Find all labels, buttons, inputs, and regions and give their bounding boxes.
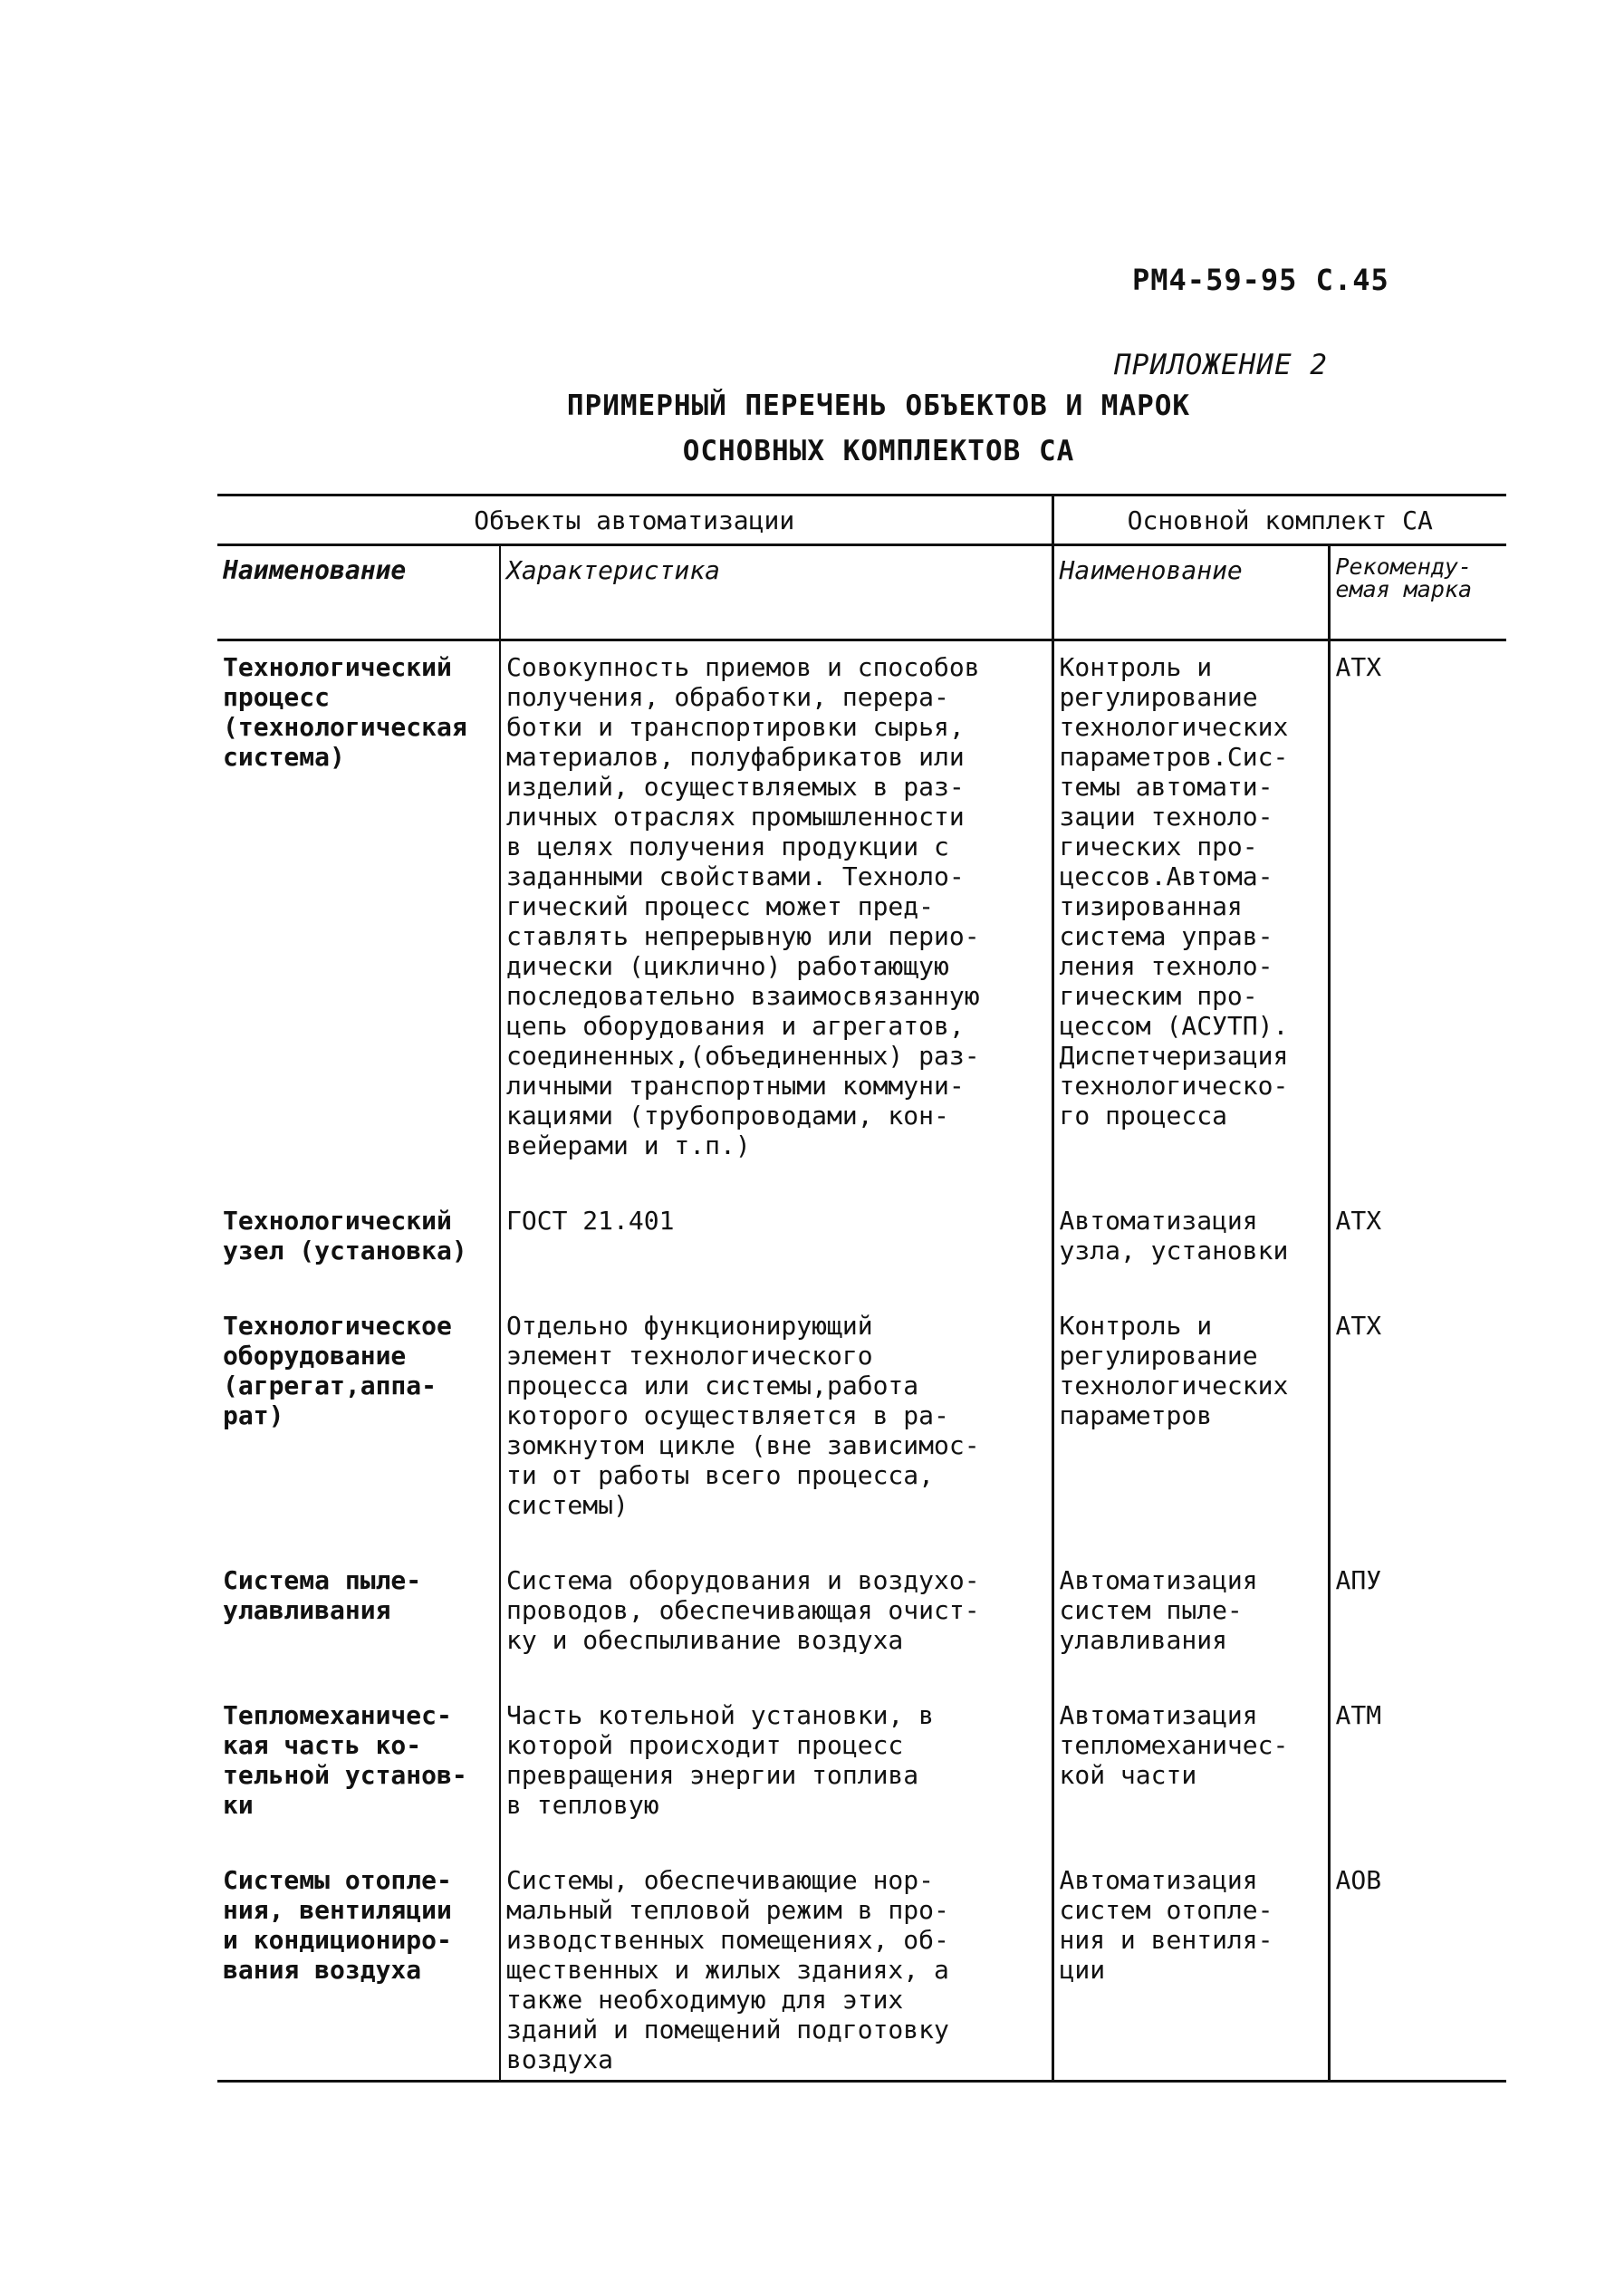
object-name-cell bbox=[217, 1688, 500, 1852]
cell-text-line: го процесса bbox=[1059, 1101, 1227, 1130]
cell-text-line: ления техноло- bbox=[1059, 951, 1273, 981]
cell-text-line: Тепломеханичес- bbox=[223, 1700, 452, 1730]
cell-text-line: Автоматизация bbox=[1059, 1206, 1258, 1236]
cell-text-line: Автоматизация bbox=[1059, 1865, 1258, 1895]
object-name-cell bbox=[217, 1298, 500, 1553]
cell-text-line: Система оборудования и воздухо- bbox=[506, 1565, 980, 1595]
cell-text-line: система) bbox=[223, 742, 345, 772]
cell-text-line: гический процесс может пред- bbox=[506, 891, 935, 921]
cell-text-line: личных отраслях промышленности bbox=[506, 802, 965, 832]
cell-text-line: заданными свойствами. Техноло- bbox=[506, 861, 965, 891]
cell-text-line: зации техноло- bbox=[1059, 802, 1273, 832]
cell-text-line: мальный тепловой режим в про- bbox=[506, 1895, 949, 1925]
table-row bbox=[217, 1688, 1506, 1852]
kit-name-cell bbox=[1052, 1298, 1329, 1553]
cell-text-line: ния и вентиля- bbox=[1059, 1925, 1273, 1955]
cell-text-line: ставлять непрерывную или перио- bbox=[506, 921, 980, 951]
table-row bbox=[217, 640, 1506, 1194]
cell-text-line: в тепловую bbox=[506, 1790, 659, 1820]
cell-text-line: Автоматизация bbox=[1059, 1565, 1258, 1595]
cell-text-line: Отдельно функционирующий bbox=[506, 1311, 873, 1341]
cell-text-line: изделий, осуществляемых в раз- bbox=[506, 772, 965, 802]
cell-text-line: процесс bbox=[223, 682, 331, 712]
cell-text-line: цепь оборудования и агрегатов, bbox=[506, 1011, 965, 1041]
appendix-label: ПРИЛОЖЕНИЕ 2 bbox=[1114, 349, 1328, 381]
cell-text-line: цессов.Автома- bbox=[1059, 861, 1273, 891]
cell-text-line: технологическо- bbox=[1059, 1071, 1289, 1101]
characteristic-cell bbox=[500, 1553, 1052, 1688]
cell-text-line: Технологическое bbox=[223, 1311, 452, 1341]
cell-text-line: тельной установ- bbox=[223, 1760, 467, 1790]
cell-text-line: Контроль и bbox=[1059, 652, 1213, 682]
kit-name-cell bbox=[1052, 1193, 1329, 1298]
cell-text-line: гическим про- bbox=[1059, 981, 1258, 1011]
column-header-characteristic: Характеристика bbox=[500, 545, 1052, 640]
cell-text-line: соединенных,(объединенных) раз- bbox=[506, 1041, 980, 1071]
cell-text-line: в целях получения продукции с bbox=[506, 832, 949, 861]
cell-text-line: Технологический bbox=[223, 1206, 452, 1236]
cell-text-line: тизированная bbox=[1059, 891, 1243, 921]
column-header-kit-name: Наименование bbox=[1052, 545, 1329, 640]
object-name-cell bbox=[217, 640, 500, 1194]
cell-text-line: улавливания bbox=[1059, 1625, 1227, 1655]
characteristic-cell bbox=[500, 640, 1052, 1194]
cell-text-line: улавливания bbox=[223, 1595, 391, 1625]
cell-text-line: узел (установка) bbox=[223, 1236, 467, 1265]
cell-text-line: узла, установки bbox=[1059, 1236, 1289, 1265]
cell-text-line: кая часть ко- bbox=[223, 1730, 422, 1760]
cell-text-line: (агрегат,аппа- bbox=[223, 1371, 437, 1400]
cell-text-line: Системы отопле- bbox=[223, 1865, 452, 1895]
cell-text-line: систем отопле- bbox=[1059, 1895, 1273, 1925]
cell-text-line: Технологический bbox=[223, 652, 452, 682]
table-row bbox=[217, 1553, 1506, 1688]
cell-text-line: параметров.Сис- bbox=[1059, 742, 1289, 772]
cell-text-line: дически (циклично) работающую bbox=[506, 951, 949, 981]
cell-text-line: система управ- bbox=[1059, 921, 1273, 951]
cell-text-line: которого осуществляется в ра- bbox=[506, 1400, 949, 1430]
cell-text-line: проводов, обеспечивающая очист- bbox=[506, 1595, 980, 1625]
characteristic-cell bbox=[500, 1298, 1052, 1553]
column-header-object-name: Наименование bbox=[217, 545, 500, 640]
cell-text-line: ку и обеспыливание воздуха bbox=[506, 1625, 904, 1655]
cell-text-line: и кондициониро- bbox=[223, 1925, 452, 1955]
cell-text-line: технологических bbox=[1059, 712, 1289, 742]
recommended-mark-cell: АТМ bbox=[1329, 1688, 1506, 1852]
cell-text-line: ти от работы всего процесса, bbox=[506, 1460, 935, 1490]
recommended-mark-cell: АПУ bbox=[1329, 1553, 1506, 1688]
cell-text-line: ции bbox=[1059, 1955, 1106, 1985]
cell-text-line: вания воздуха bbox=[223, 1955, 422, 1985]
document-title-line-1: ПРИМЕРНЫЙ ПЕРЕЧЕНЬ ОБЪЕКТОВ И МАРОК bbox=[566, 390, 1191, 422]
cell-text-line: ки bbox=[223, 1790, 254, 1820]
recommended-mark-cell: АОВ bbox=[1329, 1852, 1506, 2082]
cell-text-line: ния, вентиляции bbox=[223, 1895, 452, 1925]
cell-text-line: ботки и транспортировки сырья, bbox=[506, 712, 965, 742]
cell-text-line: воздуха bbox=[506, 2044, 614, 2074]
cell-text-line: изводственных помещениях, об- bbox=[506, 1925, 949, 1955]
mark-header-line: Рекоменду- bbox=[1335, 553, 1473, 580]
cell-text-line: Часть котельной установки, в bbox=[506, 1700, 935, 1730]
table-row bbox=[217, 1193, 1506, 1298]
cell-text-line: рат) bbox=[223, 1400, 284, 1430]
object-name-cell bbox=[217, 1852, 500, 2082]
group-header-kit: Основной комплект СА bbox=[1052, 495, 1506, 545]
cell-text-line: тепломеханичес- bbox=[1059, 1730, 1289, 1760]
cell-text-line: зданий и помещений подготовку bbox=[506, 2015, 949, 2044]
table-row bbox=[217, 1852, 1506, 2082]
recommended-mark-cell: АТХ bbox=[1329, 1298, 1506, 1553]
cell-text-line: превращения энергии топлива bbox=[506, 1760, 919, 1790]
objects-and-marks-table bbox=[217, 494, 1506, 2083]
cell-text-line: оборудование bbox=[223, 1341, 407, 1371]
characteristic-cell bbox=[500, 1193, 1052, 1298]
cell-text-line: системы) bbox=[506, 1490, 629, 1520]
cell-text-line: Контроль и bbox=[1059, 1311, 1213, 1341]
cell-text-line: цессом (АСУТП). bbox=[1059, 1011, 1289, 1041]
cell-text-line: темы автомати- bbox=[1059, 772, 1273, 802]
recommended-mark-cell: АТХ bbox=[1329, 640, 1506, 1194]
cell-text-line: гических про- bbox=[1059, 832, 1258, 861]
mark-header-line: емая марка bbox=[1335, 576, 1473, 602]
cell-text-line: Совокупность приемов и способов bbox=[506, 652, 980, 682]
cell-text-line: кой части bbox=[1059, 1760, 1197, 1790]
cell-text-line: Системы, обеспечивающие нор- bbox=[506, 1865, 935, 1895]
cell-text-line: элемент технологического bbox=[506, 1341, 873, 1371]
cell-text-line: процесса или системы,работа bbox=[506, 1371, 919, 1400]
cell-text-line: Система пыле- bbox=[223, 1565, 422, 1595]
cell-text-line: которой происходит процесс bbox=[506, 1730, 904, 1760]
kit-name-cell bbox=[1052, 1688, 1329, 1852]
cell-text-line: материалов, полуфабрикатов или bbox=[506, 742, 965, 772]
cell-text-line: личными транспортными коммуни- bbox=[506, 1071, 965, 1101]
document-title-line-2: ОСНОВНЫХ КОМПЛЕКТОВ СА bbox=[682, 435, 1075, 467]
document-page-reference: РМ4-59-95 С.45 bbox=[1132, 263, 1389, 297]
cell-text-line: параметров bbox=[1059, 1400, 1213, 1430]
cell-text-line: также необходимую для этих bbox=[506, 1985, 904, 2015]
cell-text-line: Диспетчеризация bbox=[1059, 1041, 1289, 1071]
cell-text-line: последовательно взаимосвязанную bbox=[506, 981, 980, 1011]
cell-text-line: получения, обработки, перера- bbox=[506, 682, 949, 712]
cell-text-line: технологических bbox=[1059, 1371, 1289, 1400]
object-name-cell bbox=[217, 1553, 500, 1688]
column-header-recommended-mark bbox=[1329, 545, 1506, 640]
table-row bbox=[217, 1298, 1506, 1553]
cell-text-line: вейерами и т.п.) bbox=[506, 1130, 751, 1160]
kit-name-cell bbox=[1052, 1852, 1329, 2082]
cell-text-line: щественных и жилых зданиях, а bbox=[506, 1955, 949, 1985]
characteristic-cell bbox=[500, 1688, 1052, 1852]
cell-text-line: (технологическая bbox=[223, 712, 467, 742]
cell-text-line: регулирование bbox=[1059, 682, 1258, 712]
object-name-cell bbox=[217, 1193, 500, 1298]
cell-text-line: Автоматизация bbox=[1059, 1700, 1258, 1730]
characteristic-cell bbox=[500, 1852, 1052, 2082]
group-header-objects: Объекты автоматизации bbox=[217, 495, 1052, 545]
recommended-mark-cell: АТХ bbox=[1329, 1193, 1506, 1298]
cell-text-line: регулирование bbox=[1059, 1341, 1258, 1371]
kit-name-cell bbox=[1052, 640, 1329, 1194]
cell-text-line: систем пыле- bbox=[1059, 1595, 1243, 1625]
cell-text-line: зомкнутом цикле (вне зависимос- bbox=[506, 1430, 980, 1460]
cell-text-line: ГОСТ 21.401 bbox=[506, 1206, 675, 1236]
cell-text-line: кациями (трубопроводами, кон- bbox=[506, 1101, 949, 1130]
kit-name-cell bbox=[1052, 1553, 1329, 1688]
